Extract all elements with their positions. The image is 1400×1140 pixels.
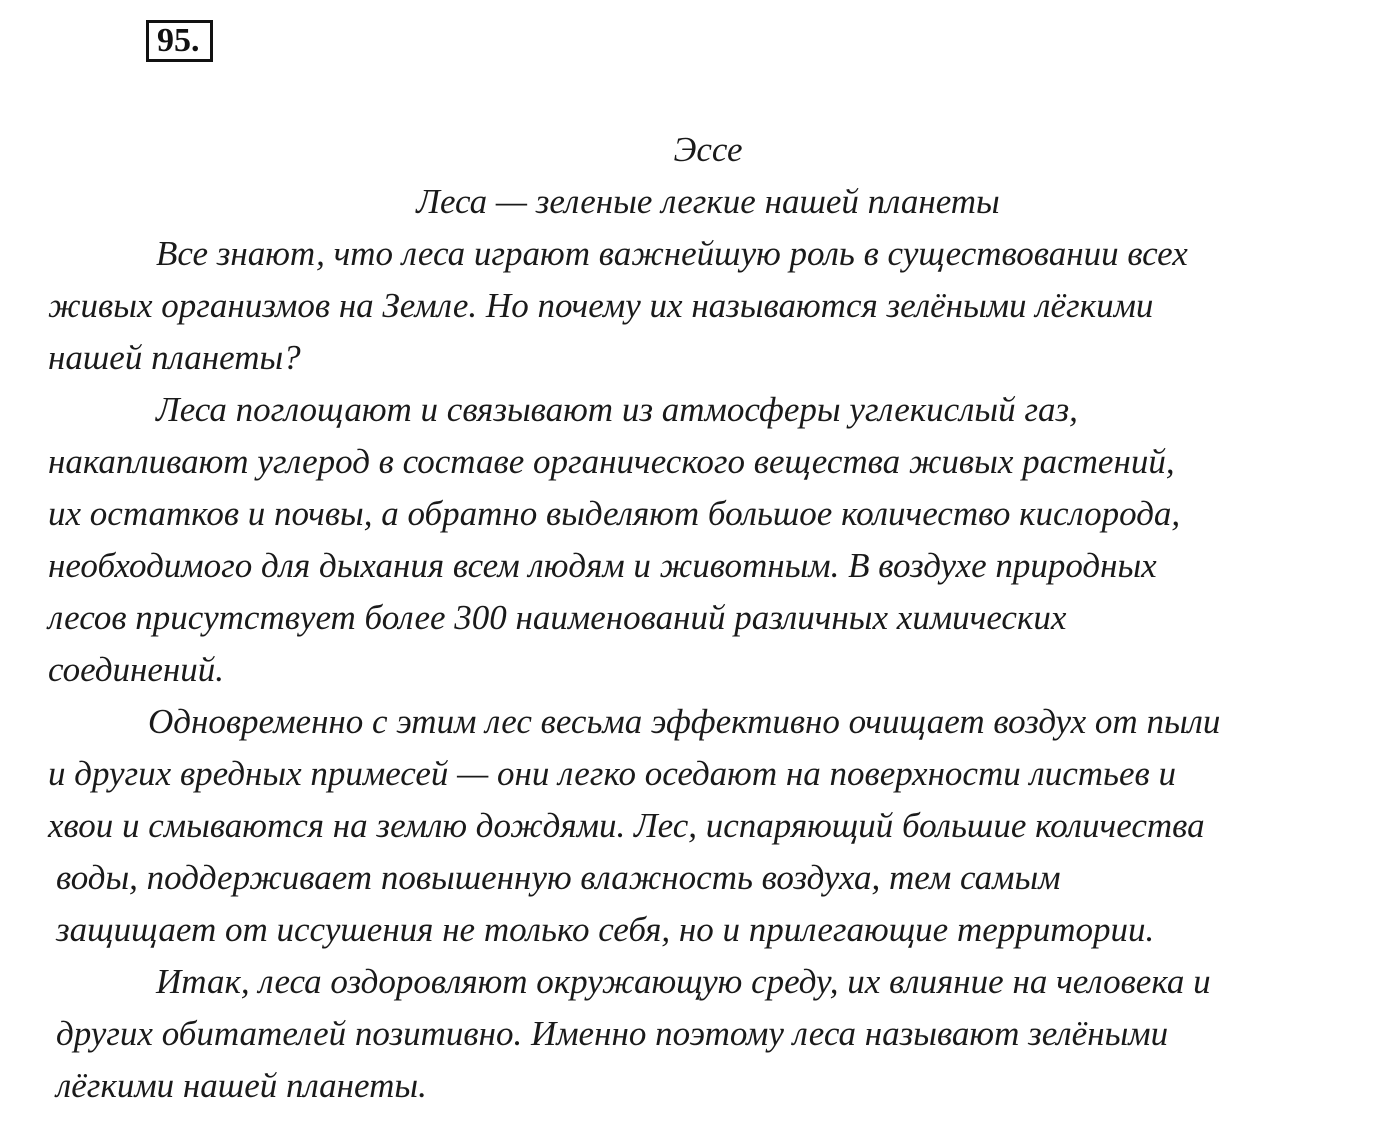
essay-line: соединений.: [48, 650, 225, 689]
essay-line: хвои и смываются на землю дождями. Лес, испаряющий большие количества: [48, 806, 1205, 845]
essay-line: защищает от иссушения не только себя, но и прилегающие территории.: [56, 910, 1155, 949]
task-number: 95.: [157, 22, 200, 59]
essay-line: накапливают углерод в составе органического вещества живых растений,: [48, 442, 1175, 481]
task-number-box: [146, 20, 213, 62]
essay-line: других обитателей позитивно. Именно поэтому леса называют зелёными: [56, 1014, 1169, 1053]
essay-line: необходимого для дыхания всем людям и животным. В воздухе природных: [48, 546, 1157, 585]
essay-line: Леса поглощают и связывают из атмосферы углекислый газ,: [156, 390, 1078, 429]
essay-line: лёгкими нашей планеты.: [56, 1066, 427, 1105]
essay-line: лесов присутствует более 300 наименований различных химических: [48, 598, 1067, 637]
essay-line: Одновременно с этим лес весьма эффективно очищает воздух от пыли: [148, 702, 1221, 741]
essay-line: живых организмов на Земле. Но почему их называются зелёными лёгкими: [48, 286, 1154, 325]
essay-line: Итак, леса оздоровляют окружающую среду, их влияние на человека и: [156, 962, 1211, 1001]
essay-genre: Эссе: [673, 130, 743, 169]
essay-line: нашей планеты?: [48, 338, 301, 377]
essay-title: Леса — зеленые легкие нашей планеты: [416, 182, 1000, 221]
essay-line: воды, поддерживает повышенную влажность воздуха, тем самым: [56, 858, 1061, 897]
essay-text: [48, 124, 1368, 1112]
essay-line: их остатков и почвы, а обратно выделяют большое количество кислорода,: [48, 494, 1181, 533]
essay-line: и других вредных примесей — они легко оседают на поверхности листьев и: [48, 754, 1176, 793]
essay-line: Все знают, что леса играют важнейшую роль в существовании всех: [156, 234, 1188, 273]
